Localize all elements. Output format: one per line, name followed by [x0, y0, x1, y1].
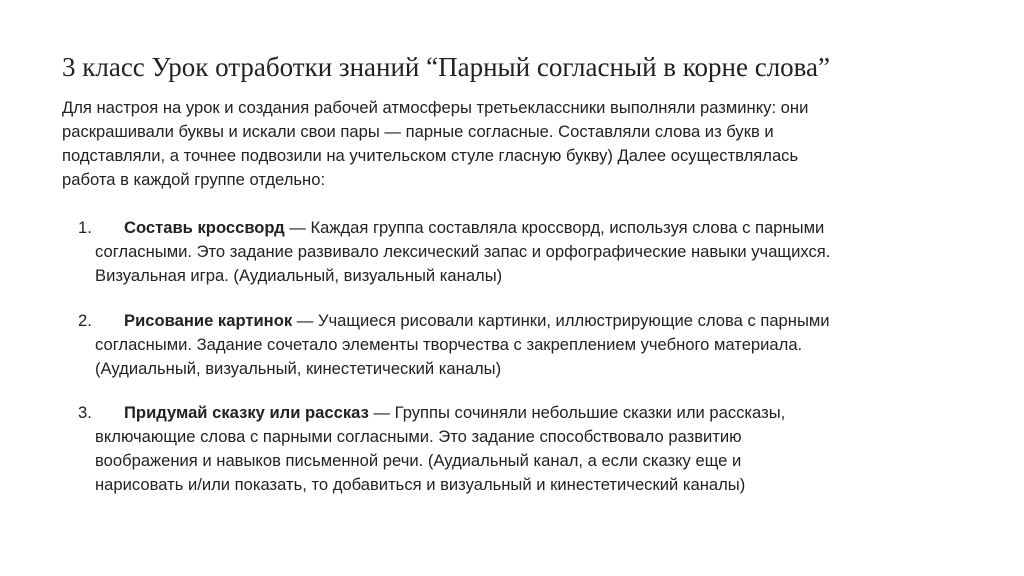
list-item-continuation: согласными. Задание сочетало элементы творчества с закреплением учебного материала. (Аудиальный, визуальный, кинестетический каналы)	[95, 335, 803, 378]
list-item-number: 1.	[78, 218, 92, 237]
list-item-continuation: включающие слова с парными согласными. Это задание способствовало развитию воображения и навыков письменной речи. (Аудиальный канал, а если сказку еще и нарисовать и/или показать, то добавиться и визуальный и кинестетический каналы)	[95, 427, 746, 494]
list-item-text: — Группы сочиняли небольшие сказки или рассказы,	[368, 403, 786, 422]
list-item	[78, 401, 978, 497]
list-item-continuation: согласными. Это задание развивало лексический запас и орфографические навыки учащихся. Визуальная игра. (Аудиальный, визуальный каналы)	[95, 242, 831, 285]
list-item	[78, 216, 978, 288]
list-item-text: — Каждая группа составляла кроссворд, используя слова с парными	[284, 218, 825, 237]
list-item-term: Составь кроссворд	[124, 218, 285, 237]
list-item-text: — Учащиеся рисовали картинки, иллюстрирующие слова с парными	[292, 311, 830, 330]
list-item-number: 3.	[78, 403, 92, 422]
list-item	[78, 309, 978, 381]
list-item-number: 2.	[78, 311, 92, 330]
list-item-term: Придумай сказку или рассказ	[124, 403, 369, 422]
list-item-term: Рисование картинок	[124, 311, 293, 330]
intro-paragraph: Для настроя на урок и создания рабочей атмосферы третьеклассники выполняли разминку: они раскрашивали буквы и искали свои пары — парные согласные. Составляли слова из букв и подставляли, а точнее подвозили на учительском стуле гласную букву) Далее осуществлялась работа в каждой группе отдельно:	[62, 98, 809, 189]
slide-title: 3 класс Урок отработки знаний “Парный согласный в корне слова”	[62, 52, 831, 82]
